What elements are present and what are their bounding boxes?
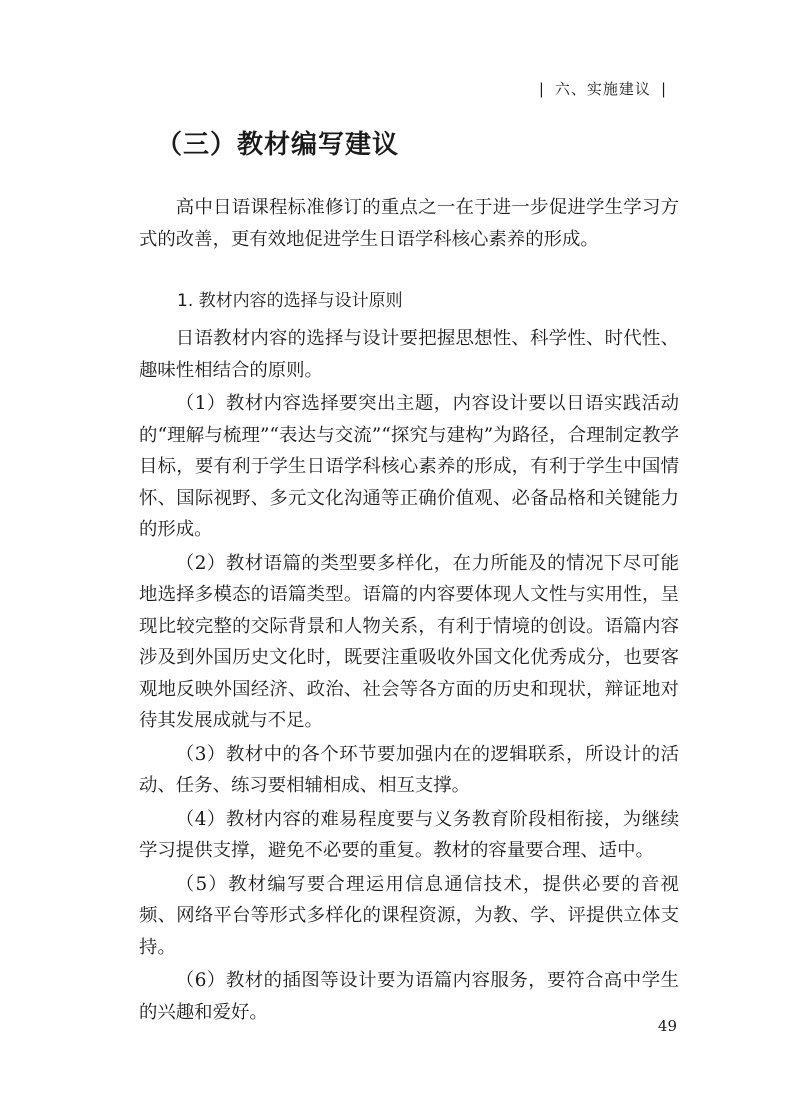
body-content (139, 192, 679, 1028)
item-paragraph-6: （6）教材的插图等设计要为语篇内容服务，要符合高中学生的兴趣和爱好。 (139, 970, 679, 1023)
header-divider-left: | (538, 80, 545, 98)
subsection-title: 1. 教材内容的选择与设计原则 (177, 291, 403, 311)
item-paragraph-5: （5）教材编写要合理运用信息通信技术，提供必要的音视频、网络平台等形式多样化的课程资源，为教、学、评提供立体支持。 (139, 873, 679, 958)
header-divider-right: | (660, 80, 667, 98)
lead-paragraph: 日语教材内容的选择与设计要把握思想性、科学性、时代性、趣味性相结合的原则。 (139, 328, 679, 381)
item-paragraph-2: （2）教材语篇的类型要多样化，在力所能及的情况下尽可能地选择多模态的语篇类型。语篇的内容要体现人文性与实用性，呈现比较完整的交际背景和人物关系，有利于情境的创设。语篇内容涉及到外国历史文化时，既要注重吸收外国文化优秀成分，也要客观地反映外国经济、政治、社会等各方面的历史和现状，辩证地对待其发展成就与不足。 (139, 552, 679, 731)
header-chapter-title: 六、实施建议 (554, 80, 651, 98)
section-title: （三）教材编写建议 (156, 130, 400, 160)
intro-paragraph: 高中日语课程标准修订的重点之一在于进一步促进学生学习方式的改善，更有效地促进学生日语学科核心素养的形成。 (139, 197, 679, 250)
running-header (529, 78, 677, 99)
item-paragraph-1: （1）教材内容选择要突出主题，内容设计要以日语实践活动的“理解与梳理”“表达与交流”“探究与建构”为路径，合理制定教学目标，要有利于学生日语学科核心素养的形成，有利于学生中国情怀、国际视野、多元文化沟通等正确价值观、必备品格和关键能力的形成。 (139, 393, 679, 540)
item-paragraph-3: （3）教材中的各个环节要加强内在的逻辑联系，所设计的活动、任务、练习要相辅相成、相互支撑。 (139, 743, 679, 796)
item-paragraph-4: （4）教材内容的难易程度要与义务教育阶段相衔接，为继续学习提供支撑，避免不必要的重复。教材的容量要合理、适中。 (139, 808, 679, 861)
page-number: 49 (657, 1017, 677, 1035)
